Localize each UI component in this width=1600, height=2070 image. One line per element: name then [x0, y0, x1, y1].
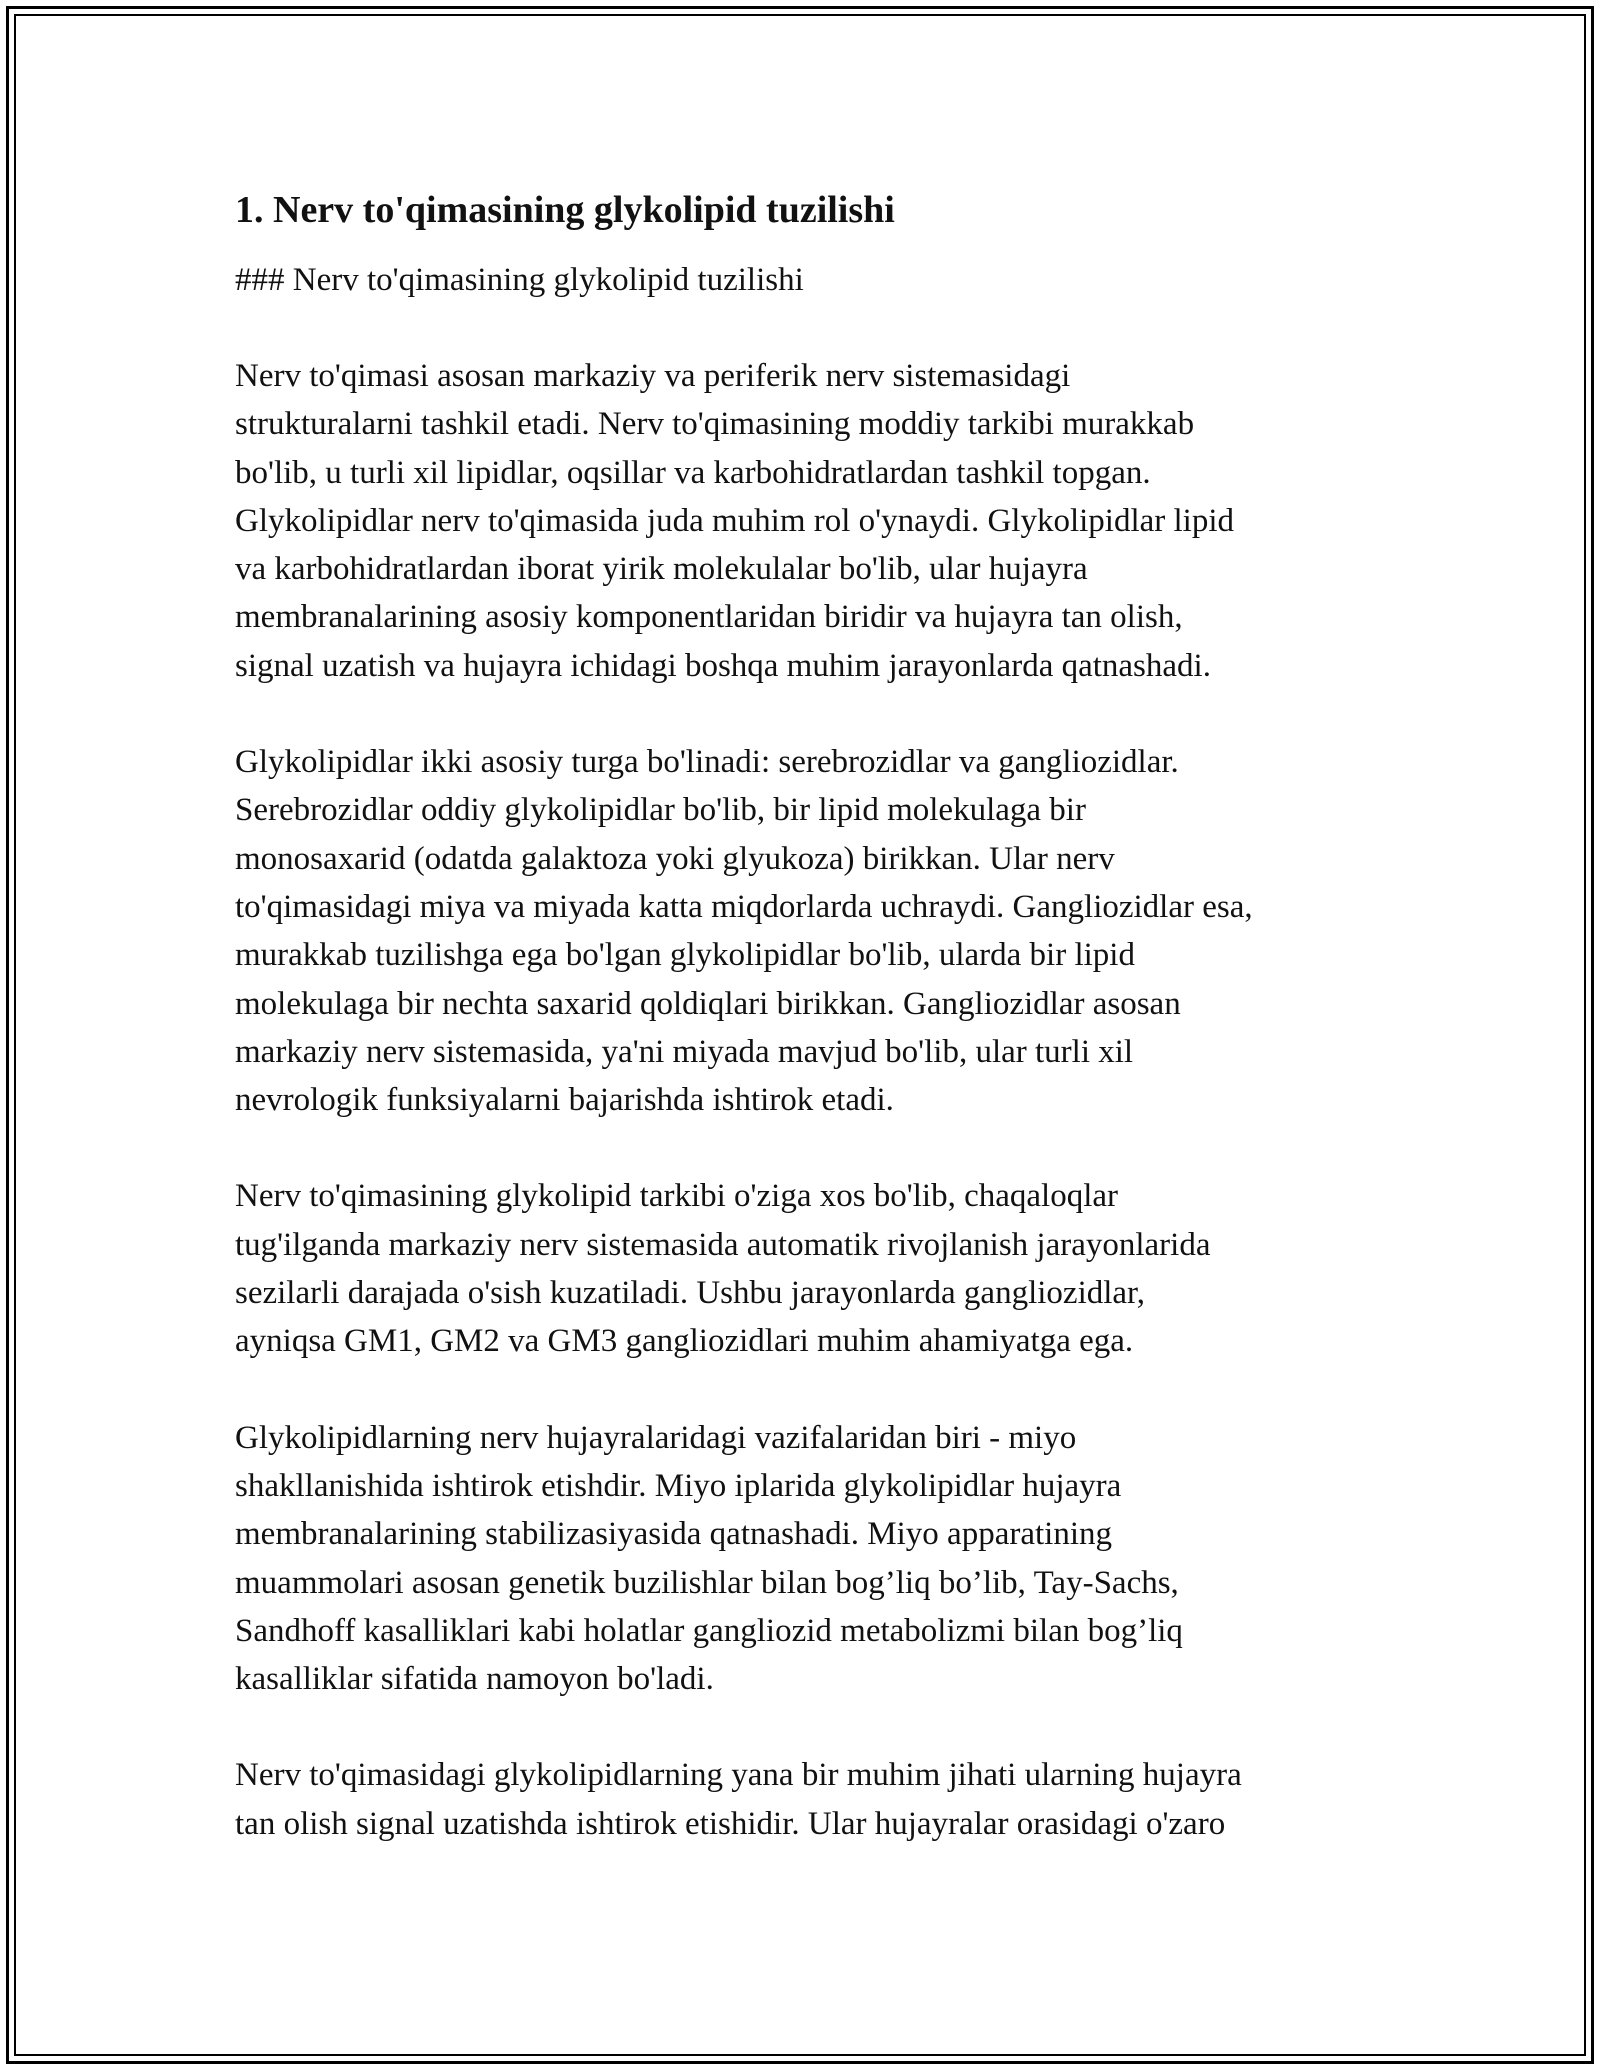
- paragraph-line: va karbohidratlardan iborat yirik molekulalar bo'lib, ular hujayra: [235, 551, 1088, 588]
- paragraph-line: shakllanishida ishtirok etishdir. Miyo iplarida glykolipidlar hujayra: [235, 1467, 1122, 1504]
- paragraph-line: Serebrozidlar oddiy glykolipidlar bo'lib, bir lipid molekulaga bir: [235, 792, 1086, 829]
- paragraph-line: kasalliklar sifatida namoyon bo'ladi.: [235, 1661, 714, 1698]
- paragraph-line: Sandhoff kasalliklari kabi holatlar gangliozid metabolizmi bilan bog’liq: [235, 1612, 1183, 1649]
- paragraph-line: Glykolipidlar nerv to'qimasida juda muhim rol o'ynaydi. Glykolipidlar lipid: [235, 502, 1235, 539]
- paragraph-list: [235, 352, 1385, 1848]
- paragraph-line: Nerv to'qimasidagi glykolipidlarning yana bir muhim jihati ularning hujayra: [235, 1757, 1242, 1794]
- paragraph-line: markaziy nerv sistemasida, ya'ni miyada mavjud bo'lib, ular turli xil: [235, 1033, 1134, 1070]
- paragraph-line: muammolari asosan genetik buzilishlar bilan bog’liq bo’lib, Tay-Sachs,: [235, 1564, 1179, 1601]
- paragraph: [235, 1414, 1385, 1704]
- paragraph: [235, 1751, 1385, 1848]
- paragraph-line: sezilarli darajada o'sish kuzatiladi. Ushbu jarayonlarda gangliozidlar,: [235, 1275, 1145, 1312]
- paragraph-line: nevrologik funksiyalarni bajarishda ishtirok etadi.: [235, 1082, 894, 1119]
- paragraph-line: tan olish signal uzatishda ishtirok etishidir. Ular hujayralar orasidagi o'zaro: [235, 1805, 1226, 1842]
- paragraph-line: membranalarining asosiy komponentlaridan biridir va hujayra tan olish,: [235, 599, 1183, 636]
- paragraph-line: monosaxarid (odatda galaktoza yoki glyukoza) birikkan. Ular nerv: [235, 840, 1115, 877]
- paragraph: [235, 1172, 1385, 1365]
- paragraph-line: ayniqsa GM1, GM2 va GM3 gangliozidlari muhim ahamiyatga ega.: [235, 1323, 1134, 1360]
- paragraph-line: signal uzatish va hujayra ichidagi boshqa muhim jarayonlarda qatnashadi.: [235, 647, 1211, 684]
- paragraph-line: membranalarining stabilizasiyasida qatnashadi. Miyo apparatining: [235, 1516, 1112, 1553]
- paragraph: [235, 738, 1385, 1124]
- paragraph-line: tug'ilganda markaziy nerv sistemasida automatik rivojlanish jarayonlarida: [235, 1226, 1211, 1263]
- paragraph-line: molekulaga bir nechta saxarid qoldiqlari birikkan. Gangliozidlar asosan: [235, 985, 1181, 1022]
- paragraph-line: murakkab tuzilishga ega bo'lgan glykolipidlar bo'lib, ularda bir lipid: [235, 937, 1135, 974]
- paragraph: [235, 352, 1385, 690]
- paragraph-line: Glykolipidlar ikki asosiy turga bo'linadi: serebrozidlar va gangliozidlar.: [235, 744, 1179, 781]
- document-body: [235, 186, 1385, 1848]
- paragraph-line: to'qimasidagi miya va miyada katta miqdorlarda uchraydi. Gangliozidlar esa,: [235, 888, 1253, 925]
- paragraph-line: bo'lib, u turli xil lipidlar, oqsillar va karbohidratlardan tashkil topgan.: [235, 454, 1151, 491]
- paragraph-line: Nerv to'qimasining glykolipid tarkibi o'ziga xos bo'lib, chaqaloqlar: [235, 1178, 1119, 1215]
- document-subheading: ### Nerv to'qimasining glykolipid tuzilishi: [235, 262, 804, 298]
- paragraph-line: Nerv to'qimasi asosan markaziy va periferik nerv sistemasidagi: [235, 358, 1071, 394]
- paragraph-line: Glykolipidlarning nerv hujayralaridagi vazifalaridan biri - miyo: [235, 1419, 1077, 1456]
- paragraph-line: strukturalarni tashkil etadi. Nerv to'qimasining moddiy tarkibi murakkab: [235, 406, 1195, 443]
- document-title: 1. Nerv to'qimasining glykolipid tuzilishi: [235, 189, 895, 231]
